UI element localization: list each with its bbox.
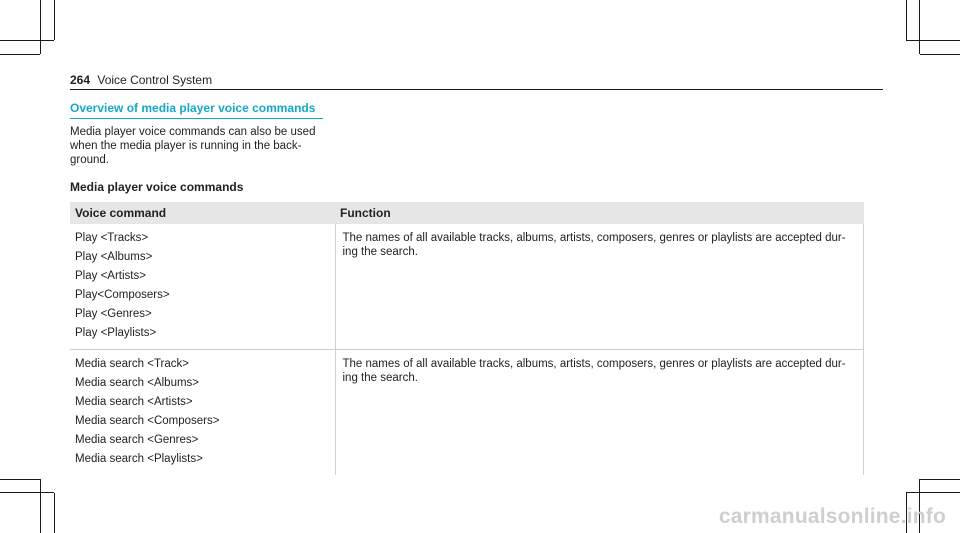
function-line: The names of all available tracks, albums, artists, composers, genres or playlists are accepted dur-: [342, 358, 846, 370]
intro-line: when the media player is running in the back-: [70, 140, 302, 152]
crop-mark: [40, 0, 41, 54]
command-line: Media search <Genres>: [75, 434, 199, 446]
crop-mark: [54, 493, 55, 533]
running-header: [70, 73, 212, 87]
command-line: Play <Artists>: [75, 270, 146, 282]
table-header-row: [70, 202, 864, 224]
command-line: Media search <Artists>: [75, 396, 193, 408]
column-header-function: Function: [335, 202, 864, 224]
watermark-text: carmanualsonline.info: [718, 505, 946, 528]
crop-mark: [906, 492, 960, 493]
command-line: Play <Genres>: [75, 308, 152, 320]
crop-mark: [906, 40, 960, 41]
function-line: The names of all available tracks, albums, artists, composers, genres or playlists are accepted dur-: [342, 232, 846, 244]
section-title-underline: [70, 118, 323, 119]
crop-mark: [0, 40, 54, 41]
crop-mark: [906, 0, 907, 40]
command-line: Play <Playlists>: [75, 327, 157, 339]
command-line: Play <Albums>: [75, 251, 153, 263]
crop-mark: [920, 54, 960, 55]
function-line: ing the search.: [342, 246, 418, 258]
crop-mark: [0, 492, 54, 493]
crop-mark: [40, 479, 41, 533]
section-title: Overview of media player voice commands: [70, 101, 316, 115]
command-line: Play <Tracks>: [75, 232, 149, 244]
command-line: Media search <Track>: [75, 358, 189, 370]
function-cell: [335, 224, 864, 350]
table-row: [70, 350, 864, 476]
intro-paragraph: [70, 125, 330, 167]
column-header-voice-command: Voice command: [70, 202, 335, 224]
command-line: Media search <Playlists>: [75, 453, 203, 465]
command-cell: [70, 350, 335, 476]
crop-mark: [920, 479, 960, 480]
header-section-title: Voice Control System: [97, 73, 213, 87]
command-line: Play<Composers>: [75, 289, 170, 301]
voice-commands-table: [70, 202, 864, 475]
crop-mark: [54, 0, 55, 40]
crop-mark: [919, 0, 920, 54]
command-line: Media search <Composers>: [75, 415, 220, 427]
function-line: ing the search.: [342, 372, 418, 384]
crop-mark: [0, 54, 40, 55]
command-line: Media search <Albums>: [75, 377, 200, 389]
function-cell: [335, 350, 864, 476]
table-caption: Media player voice commands: [70, 180, 244, 194]
table-row: [70, 224, 864, 350]
intro-line: ground.: [70, 154, 110, 166]
crop-mark: [0, 479, 40, 480]
intro-line: Media player voice commands can also be used: [70, 126, 316, 138]
command-cell: [70, 224, 335, 350]
header-divider: [70, 89, 883, 90]
page-number: 264: [70, 73, 91, 87]
